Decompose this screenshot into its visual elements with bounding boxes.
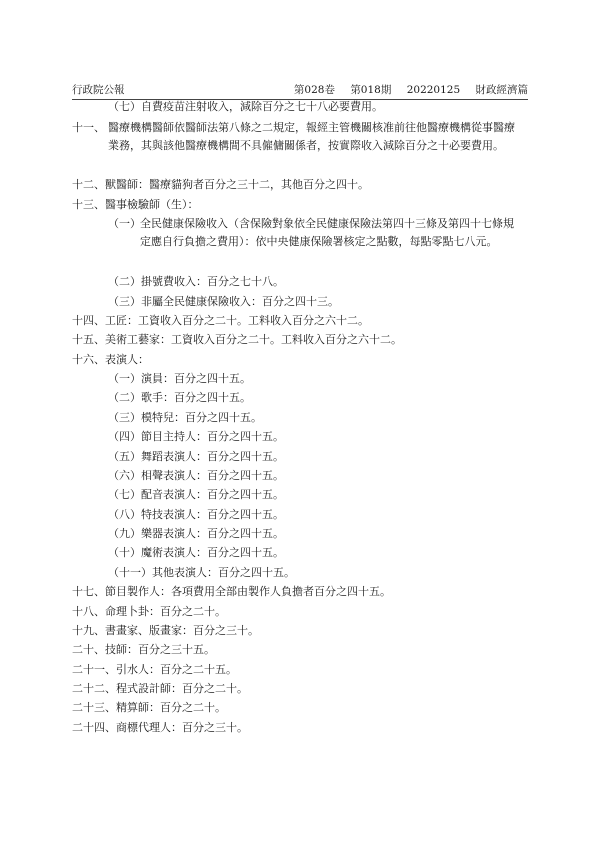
list-item: 十六、表演人： (72, 353, 149, 366)
sub-item: （九）樂器表演人：百分之四十五。 (108, 527, 284, 540)
sub-item: （二）掛號費收入：百分之七十八。 (108, 275, 284, 288)
list-item: 十三、醫事檢驗師（生）： (72, 198, 199, 211)
list-item: 二十一、引水人：百分之二十五。 (72, 663, 237, 676)
item-number: 十一、 (72, 121, 105, 134)
sub-item: （八）特技表演人：百分之四十五。 (108, 508, 284, 521)
publisher-name: 行政院公報 (72, 84, 125, 96)
sub-item: （一）演員：百分之四十五。 (108, 372, 251, 385)
page-header (72, 83, 528, 100)
list-item: 二十二、程式設計師：百分之二十。 (72, 682, 248, 695)
issue-info (282, 83, 528, 97)
list-item: 十八、命理卜卦：百分之二十。 (72, 605, 226, 618)
list-item: 二十三、精算師：百分之二十。 (72, 701, 226, 714)
item-text: 醫療機構醫師依醫師法第八條之二規定，報經主管機關核准前往他醫療機構從事醫療業務，其與該他醫療機構間不具僱傭關係者，按實際收入減除百分之十必要費用。 (108, 121, 515, 152)
sub-item: （四）節目主持人：百分之四十五。 (108, 430, 284, 443)
list-item: 十七、節目製作人：各項費用全部由製作人負擔者百分之四十五。 (72, 585, 391, 598)
section-name: 財政經濟篇 (475, 84, 528, 96)
sub-item: （七）配音表演人：百分之四十五。 (108, 488, 284, 501)
list-item: 十二、獸醫師：醫療貓狗者百分之三十二，其他百分之四十。 (72, 178, 369, 191)
sub-item: （七）自費疫苗注射收入，減除百分之七十八必要費用。 (108, 100, 383, 113)
list-item: 十九、書畫家、版畫家：百分之三十。 (72, 624, 259, 637)
sub-item-text: 全民健康保險收入（含保險對象依全民健康保險法第四十三條及第四十七條規定應自行負擔之費用）：依中央健康保險署核定之點數，每點零點七八元。 (140, 217, 514, 248)
sub-item: （六）相聲表演人：百分之四十五。 (108, 469, 284, 482)
list-item: 十五、美術工藝家：工資收入百分之二十。工料收入百分之六十二。 (72, 333, 402, 346)
issue-number: 第018期 (350, 84, 392, 96)
list-item: 二十四、商標代理人：百分之三十。 (72, 721, 248, 734)
volume-number: 第028卷 (293, 84, 335, 96)
sub-item: （五）舞蹈表演人：百分之四十五。 (108, 450, 284, 463)
sub-item: （十一）其他表演人：百分之四十五。 (108, 566, 295, 579)
issue-date: 20220125 (406, 84, 461, 96)
list-item: 十四、工匠：工資收入百分之二十。工料收入百分之六十二。 (72, 314, 369, 327)
sub-item: （二）歌手：百分之四十五。 (108, 391, 251, 404)
sub-item: （三）非屬全民健康保險收入：百分之四十三。 (108, 295, 339, 308)
sub-item: （十）魔術表演人：百分之四十五。 (108, 546, 284, 559)
sub-item-number: （一） (108, 217, 141, 230)
list-item: 二十、技師：百分之三十五。 (72, 643, 215, 656)
sub-item: （三）模特兒：百分之四十五。 (108, 411, 262, 424)
